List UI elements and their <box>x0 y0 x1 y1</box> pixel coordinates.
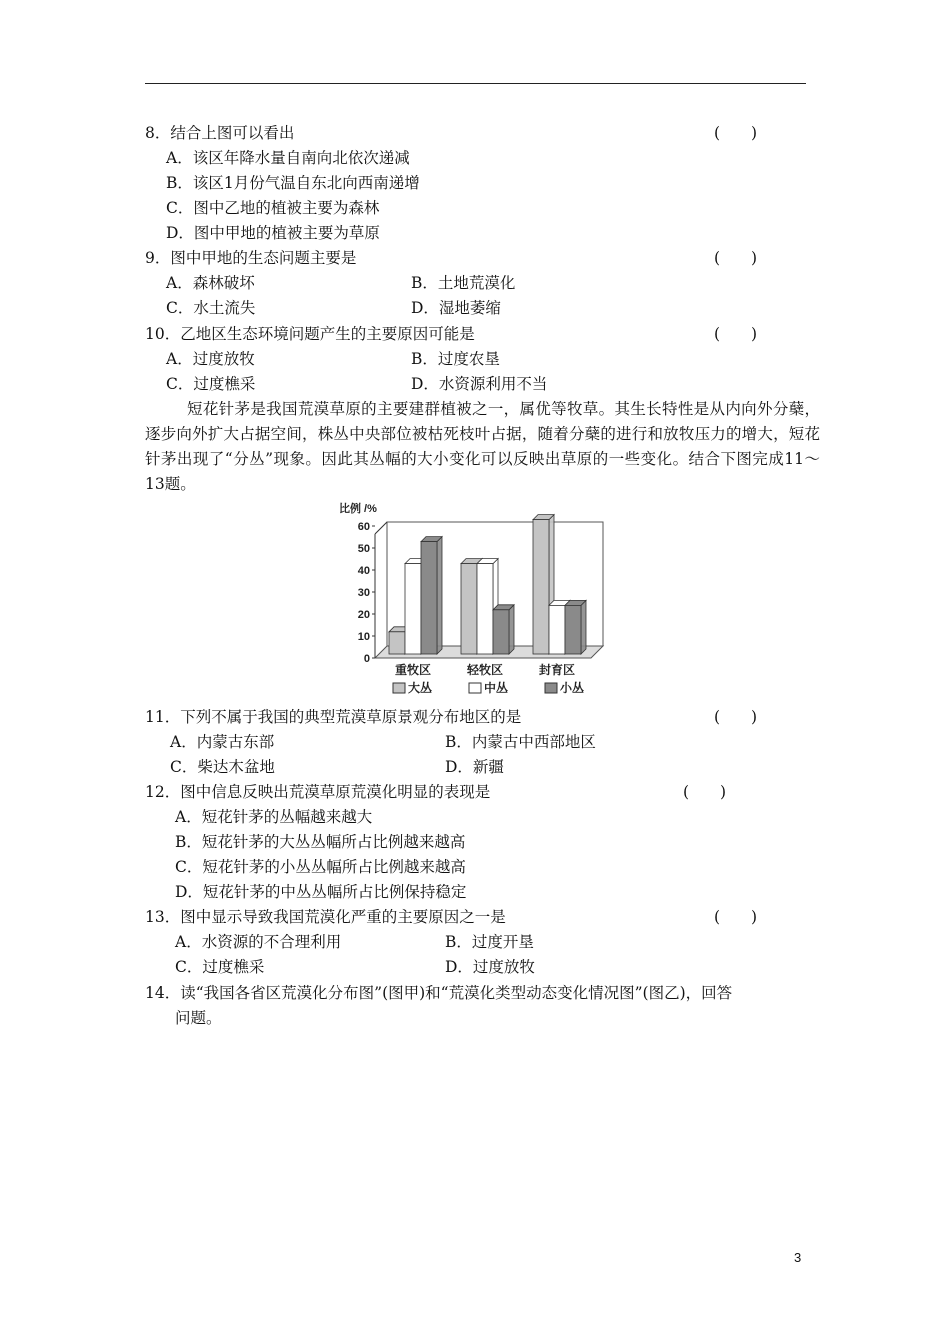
answer-paren: ( ) <box>714 249 758 267</box>
passage: 短花针茅是我国荒漠草原的主要建群植被之一，属优等牧草。其生长特性是从内向外分蘖，逐步向外扩大占据空间，株丛中央部位被枯死枝叶占据，随着分蘖的进行和放牧压力的增大，短花针茅出现了“分丛”现象。因此其丛幅的大小变化可以反映出草原的一些变化。结合下图完成11～13题。 <box>145 400 820 493</box>
y-tick-label: 20 <box>357 609 370 621</box>
legend-swatch <box>393 683 405 693</box>
option: C．图中乙地的植被主要为森林 <box>166 199 380 217</box>
y-tick-label: 0 <box>363 653 370 665</box>
option: B．过度开垦 <box>445 933 534 951</box>
option: D．新疆 <box>445 758 504 776</box>
option: A．森林破坏 <box>166 274 255 292</box>
option: D．图中甲地的植被主要为草原 <box>166 224 380 242</box>
option: D．湿地萎缩 <box>411 299 501 317</box>
question-10-stem: 10．乙地区生态环境问题产生的主要原因可能是 <box>145 325 475 343</box>
legend-label: 大丛 <box>408 681 433 695</box>
option: D．过度放牧 <box>445 958 535 976</box>
bar-side <box>509 605 514 654</box>
option: A．过度放牧 <box>166 350 255 368</box>
option: C．过度樵采 <box>175 958 265 976</box>
question-14-continuation: 问题。 <box>175 1009 222 1027</box>
bar-小丛-封育区 <box>565 605 581 654</box>
answer-paren: ( ) <box>714 124 758 142</box>
option: A．该区年降水量自南向北依次递减 <box>166 149 410 167</box>
y-tick-label: 50 <box>357 543 370 555</box>
option: B．该区1月份气温自东北向西南递增 <box>166 174 420 192</box>
option: D．水资源利用不当 <box>411 375 548 393</box>
bar-中丛-封育区 <box>549 605 565 654</box>
x-tick-label: 重牧区 <box>394 663 432 677</box>
header-rule <box>145 83 806 84</box>
bar-小丛-轻牧区 <box>493 610 509 654</box>
bar-中丛-重牧区 <box>405 564 421 654</box>
legend-swatch <box>469 683 481 693</box>
question-9-stem: 9．图中甲地的生态问题主要是 <box>145 249 357 267</box>
question-14-stem: 14．读“我国各省区荒漠化分布图”(图甲)和“荒漠化类型动态变化情况图”(图乙)，回答 <box>145 984 733 1002</box>
question-13-stem: 13．图中显示导致我国荒漠化严重的主要原因之一是 <box>145 908 506 926</box>
bar-side <box>581 600 586 654</box>
bar-chart <box>335 500 615 700</box>
bar-大丛-轻牧区 <box>461 564 477 654</box>
question-11-stem: 11．下列不属于我国的典型荒漠草原景观分布地区的是 <box>145 708 522 726</box>
bar-side <box>437 537 442 654</box>
y-tick-label: 30 <box>357 587 370 599</box>
option: D．短花针茅的中丛丛幅所占比例保持稳定 <box>175 883 467 901</box>
bar-小丛-重牧区 <box>421 542 437 654</box>
x-tick-label: 封育区 <box>538 663 576 677</box>
option: A．短花针茅的丛幅越来越大 <box>175 808 373 826</box>
option: B．土地荒漠化 <box>411 274 516 292</box>
option: A．水资源的不合理利用 <box>175 933 342 951</box>
question-8-stem: 8．结合上图可以看出 <box>145 124 295 142</box>
bar-大丛-封育区 <box>533 520 549 654</box>
option: B．过度农垦 <box>411 350 500 368</box>
option: C．水土流失 <box>166 299 256 317</box>
y-tick-label: 40 <box>357 565 370 577</box>
question-12-stem: 12．图中信息反映出荒漠草原荒漠化明显的表现是 <box>145 783 491 801</box>
option: C．过度樵采 <box>166 375 256 393</box>
y-tick-label: 60 <box>357 521 370 533</box>
page-number: 3 <box>794 1250 802 1265</box>
answer-paren: ( ) <box>714 325 758 343</box>
answer-paren: ( ) <box>714 908 758 926</box>
option: B．短花针茅的大丛丛幅所占比例越来越高 <box>175 833 466 851</box>
legend-label: 小丛 <box>560 681 585 695</box>
answer-paren: ( ) <box>714 708 758 726</box>
bar-大丛-重牧区 <box>389 632 405 654</box>
legend-label: 中丛 <box>484 681 509 695</box>
y-axis-top <box>375 522 387 534</box>
bar-中丛-轻牧区 <box>477 564 493 654</box>
option: A．内蒙古东部 <box>170 733 275 751</box>
option: C．柴达木盆地 <box>170 758 275 776</box>
x-tick-label: 轻牧区 <box>466 663 504 677</box>
y-tick-label: 10 <box>357 631 370 643</box>
answer-paren: ( ) <box>683 783 727 801</box>
option: C．短花针茅的小丛丛幅所占比例越来越高 <box>175 858 466 876</box>
y-axis-label: 比例 /% <box>339 503 377 515</box>
option: B．内蒙古中西部地区 <box>445 733 596 751</box>
legend-swatch <box>545 683 557 693</box>
